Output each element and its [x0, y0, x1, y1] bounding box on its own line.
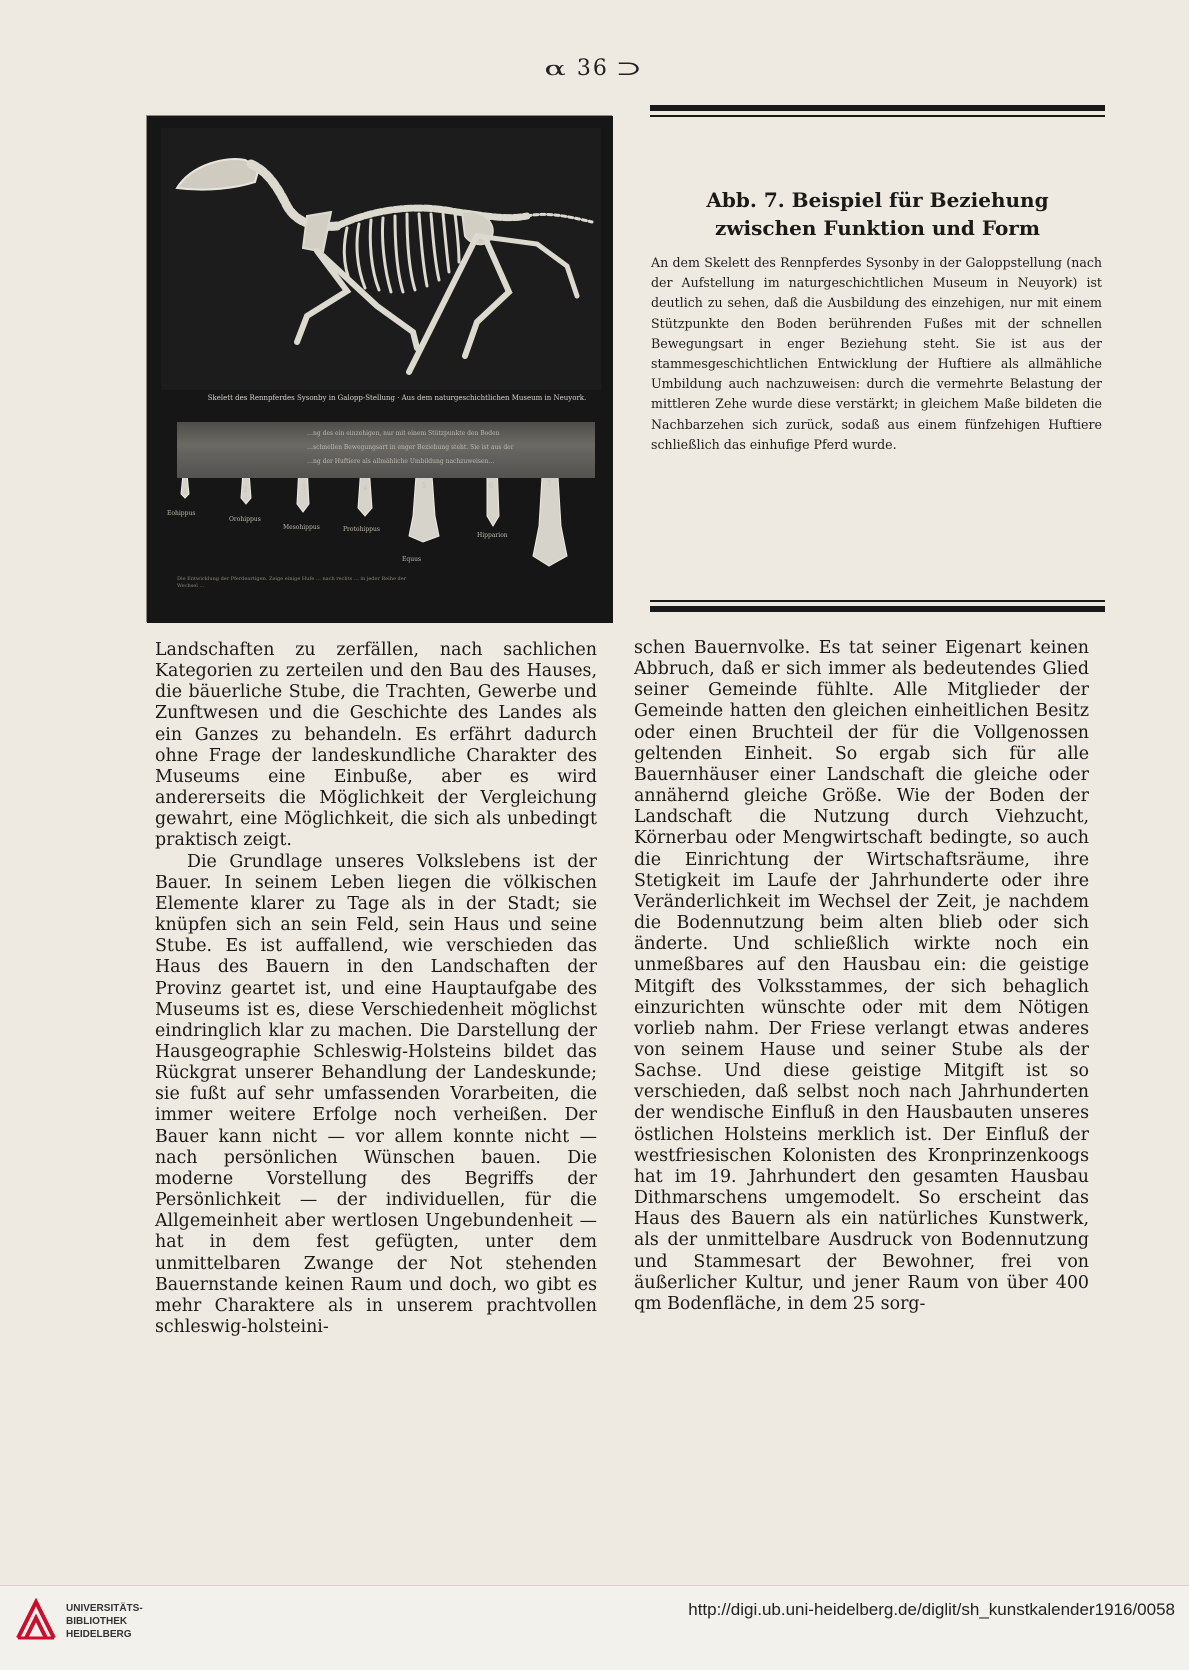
figure-title-line-2: zwischen Funktion und Form	[714, 216, 1041, 240]
hoof-number: 2	[243, 486, 248, 494]
hoof-number: 6	[489, 482, 494, 490]
hoof-label: Protohippus	[343, 526, 380, 533]
hoof-number: 3	[301, 484, 306, 492]
viewer-footer	[0, 1585, 1189, 1670]
figure-title-line-1: Abb. 7. Beispiel für Beziehung	[706, 188, 1049, 212]
library-name-line-2: BIBLIOTHEK	[66, 1616, 128, 1627]
document-url-link[interactable]: http://digi.ub.uni-heidelberg.de/diglit/sh_kunstkalender1916/0058	[688, 1600, 1175, 1619]
paragraph: Landschaften zu zerfällen, nach sachlichen Kategorien zu zerteilen und den Bau des Hauses, die bäuerliche Stube, die Trachten, Gewerbe und Zunftwesen und die Geschichte des Landes als ein Ganzes zu behandeln. Es erfährt dadurch ohne Frage der landeskundliche Charakter des Museums eine Einbuße, aber es wird andererseits die Möglichkeit der Vergleichung gewahrt, eine Möglichkeit, die sich als unbedingt praktisch zeigt.	[155, 640, 597, 851]
library-name-line-3: HEIDELBERG	[66, 1629, 132, 1640]
figure-title	[650, 186, 1105, 242]
rule-thick	[650, 606, 1105, 612]
page-number-value: 36	[576, 56, 609, 81]
band-text-line: …ng der Huftiere als allmähliche Umbildung nachzuweisen…	[307, 458, 495, 465]
library-name-line-1: UNIVERSITÄTS-	[66, 1603, 143, 1614]
hoof-label: Orohippus	[229, 516, 261, 523]
rule-bottom	[650, 600, 1105, 612]
text-column-left	[155, 640, 597, 1338]
hoof-number: 1	[183, 488, 188, 496]
paragraph: schen Bauernvolke. Es tat seiner Eigenart keinen Abbruch, daß er sich immer als bedeutendes Glied seiner Gemeinde fühlte. Alle Mitglieder der Gemeinde hatten den gleichen einheitlichen Besitz oder einen Bruchteil der für die Vollgenossen geltenden Einheit. So ergab sich für alle Bauernhäuser einer Landschaft die gleiche oder annähernd gleiche Größe. Wie der Boden der Landschaft die Nutzung durch Viehzucht, Körnerbau oder Mengwirtschaft bedingte, so auch die Einrichtung der Wirtschaftsräume, ihre Stetigkeit im Laufe der Jahrhunderte oder ihre Veränderlichkeit im Wechsel der Zeit, je nachdem die Bodennutzung beim alten blieb oder sich änderte. Und schließlich wirkte noch ein unmeßbares auf den Hausbau ein: die geistige Mitgift des Volksstammes, der sich behaglich einzurichten wünschte oder mit dem Nötigen vorlieb nahm. Der Friese verlangt etwas anderes von seinem Hause und seiner Stube als der Sachse. Und diese geistige Mitgift ist so verschieden, daß selbst noch nach Jahrhunderten der wendische Einfluß in den Hausbauten unseres östlichen Holsteins merklich ist. Der Einfluß der westfriesischen Kolonisten des Kronprinzenkoogs hat im 19. Jahrhundert den gesamten Hausbau Dithmarschens umgemodelt. So erscheint das Haus des Bauern als ein natürliches Kunstwerk, als der unmittelbare Ausdruck von Bodennutzung und Stammesart der Bewohner, frei von äußerlicher Kultur, und jener Raum von über 400 qm Bodenfläche, in dem 25 sorg-	[634, 638, 1089, 1314]
university-logo-icon	[14, 1598, 58, 1644]
photo-caption: Skelett des Rennpferdes Sysonby in Galopp-Stellung · Aus dem naturgeschichtlichen Museum in Neuyork.	[207, 394, 587, 402]
hoof-number: 4	[363, 484, 368, 492]
photo-text-band	[177, 422, 595, 478]
band-text-line: …ng des ein einzehigen, nur mit einem Stützpunkte den Boden	[307, 430, 500, 437]
hoof-label: Eohippus	[167, 510, 196, 517]
rule-thin	[650, 600, 1105, 602]
plate-small-print: Die Entwicklung der Pferdeartigen. Zeige einige Hufe … nach rechts … in jeder Reihe der Wechsel …	[177, 576, 407, 589]
horse-skeleton-illustration	[147, 116, 613, 623]
figure-caption-text: An dem Skelett des Rennpferdes Sysonby in der Galoppstellung (nach der Aufstellung im naturgeschichtlichen Museum in Neuyork) ist deutlich zu sehen, daß die Ausbildung des einzehigen, nur mit einem Stützpunkte den Boden berührenden Fußes mit der schnellen Bewegungsart in enger Beziehung steht. Sie ist aus der stammesgeschichtlichen Entwicklung der Huftiere als allmähliche Umbildung auch nachzuweisen: durch die vermehrte Belastung der mittleren Zehe wurde diese verstärkt; in gleichem Maße bildeten die Nachbarzehen sich zurück, sodaß aus einem fünfzehigen Huftiere schließlich das einhufige Pferd wurde.	[651, 255, 1102, 452]
text-column-right	[634, 638, 1089, 1315]
page-number	[0, 56, 1189, 81]
paragraph: Die Grundlage unseres Volkslebens ist der Bauer. In seinem Leben liegen die völkischen Elemente klarer zu Tage als in der Stadt; sie knüpfen sich an sein Feld, sein Haus und seine Stube. Es ist auffallend, wie verschieden das Haus des Bauern in den Landschaften der Provinz geartet ist, und eine Hauptaufgabe des Museums ist es, diese Verschiedenheit möglichst eindringlich klar zu machen. Die Darstellung der Hausgeographie Schleswig-Holsteins bildet das Rückgrat unserer Behandlung der Landeskunde; sie fußt auf sehr umfassenden Vorarbeiten, die immer weitere Erfolge noch verheißen. Der Bauer kann nicht — vor allem konnte nicht — nach persönlichen Wünschen bauen. Die moderne Vorstellung des Begriffs der Persönlichkeit — der individuellen, für die Allgemeinheit aber wertlosen Ungebundenheit — hat in dem fest gefügten, unter dem unmittelbaren Zwange der Not stehenden Bauernstande keinen Raum und doch, wo gibt es mehr Charaktere als in unserem prachtvollen schleswig-holsteini-	[155, 851, 597, 1337]
ornament-left: α	[544, 56, 570, 80]
figure-photo	[146, 115, 612, 622]
hoof-number: 5	[422, 482, 427, 490]
rule-thick	[650, 105, 1105, 111]
band-text-line: …schnellen Bewegungsart in enger Beziehung steht. Sie ist aus der	[307, 444, 514, 451]
ornament-right: ⊃	[615, 56, 646, 80]
library-name[interactable]	[66, 1602, 143, 1641]
hoof-label: Equus	[402, 556, 422, 563]
rule-thin	[650, 115, 1105, 117]
rule-top	[650, 105, 1105, 117]
hoof-number: 7	[547, 480, 552, 488]
hoof-label: Hipparion	[477, 532, 508, 539]
hoof-label: Mesohippus	[283, 524, 320, 531]
